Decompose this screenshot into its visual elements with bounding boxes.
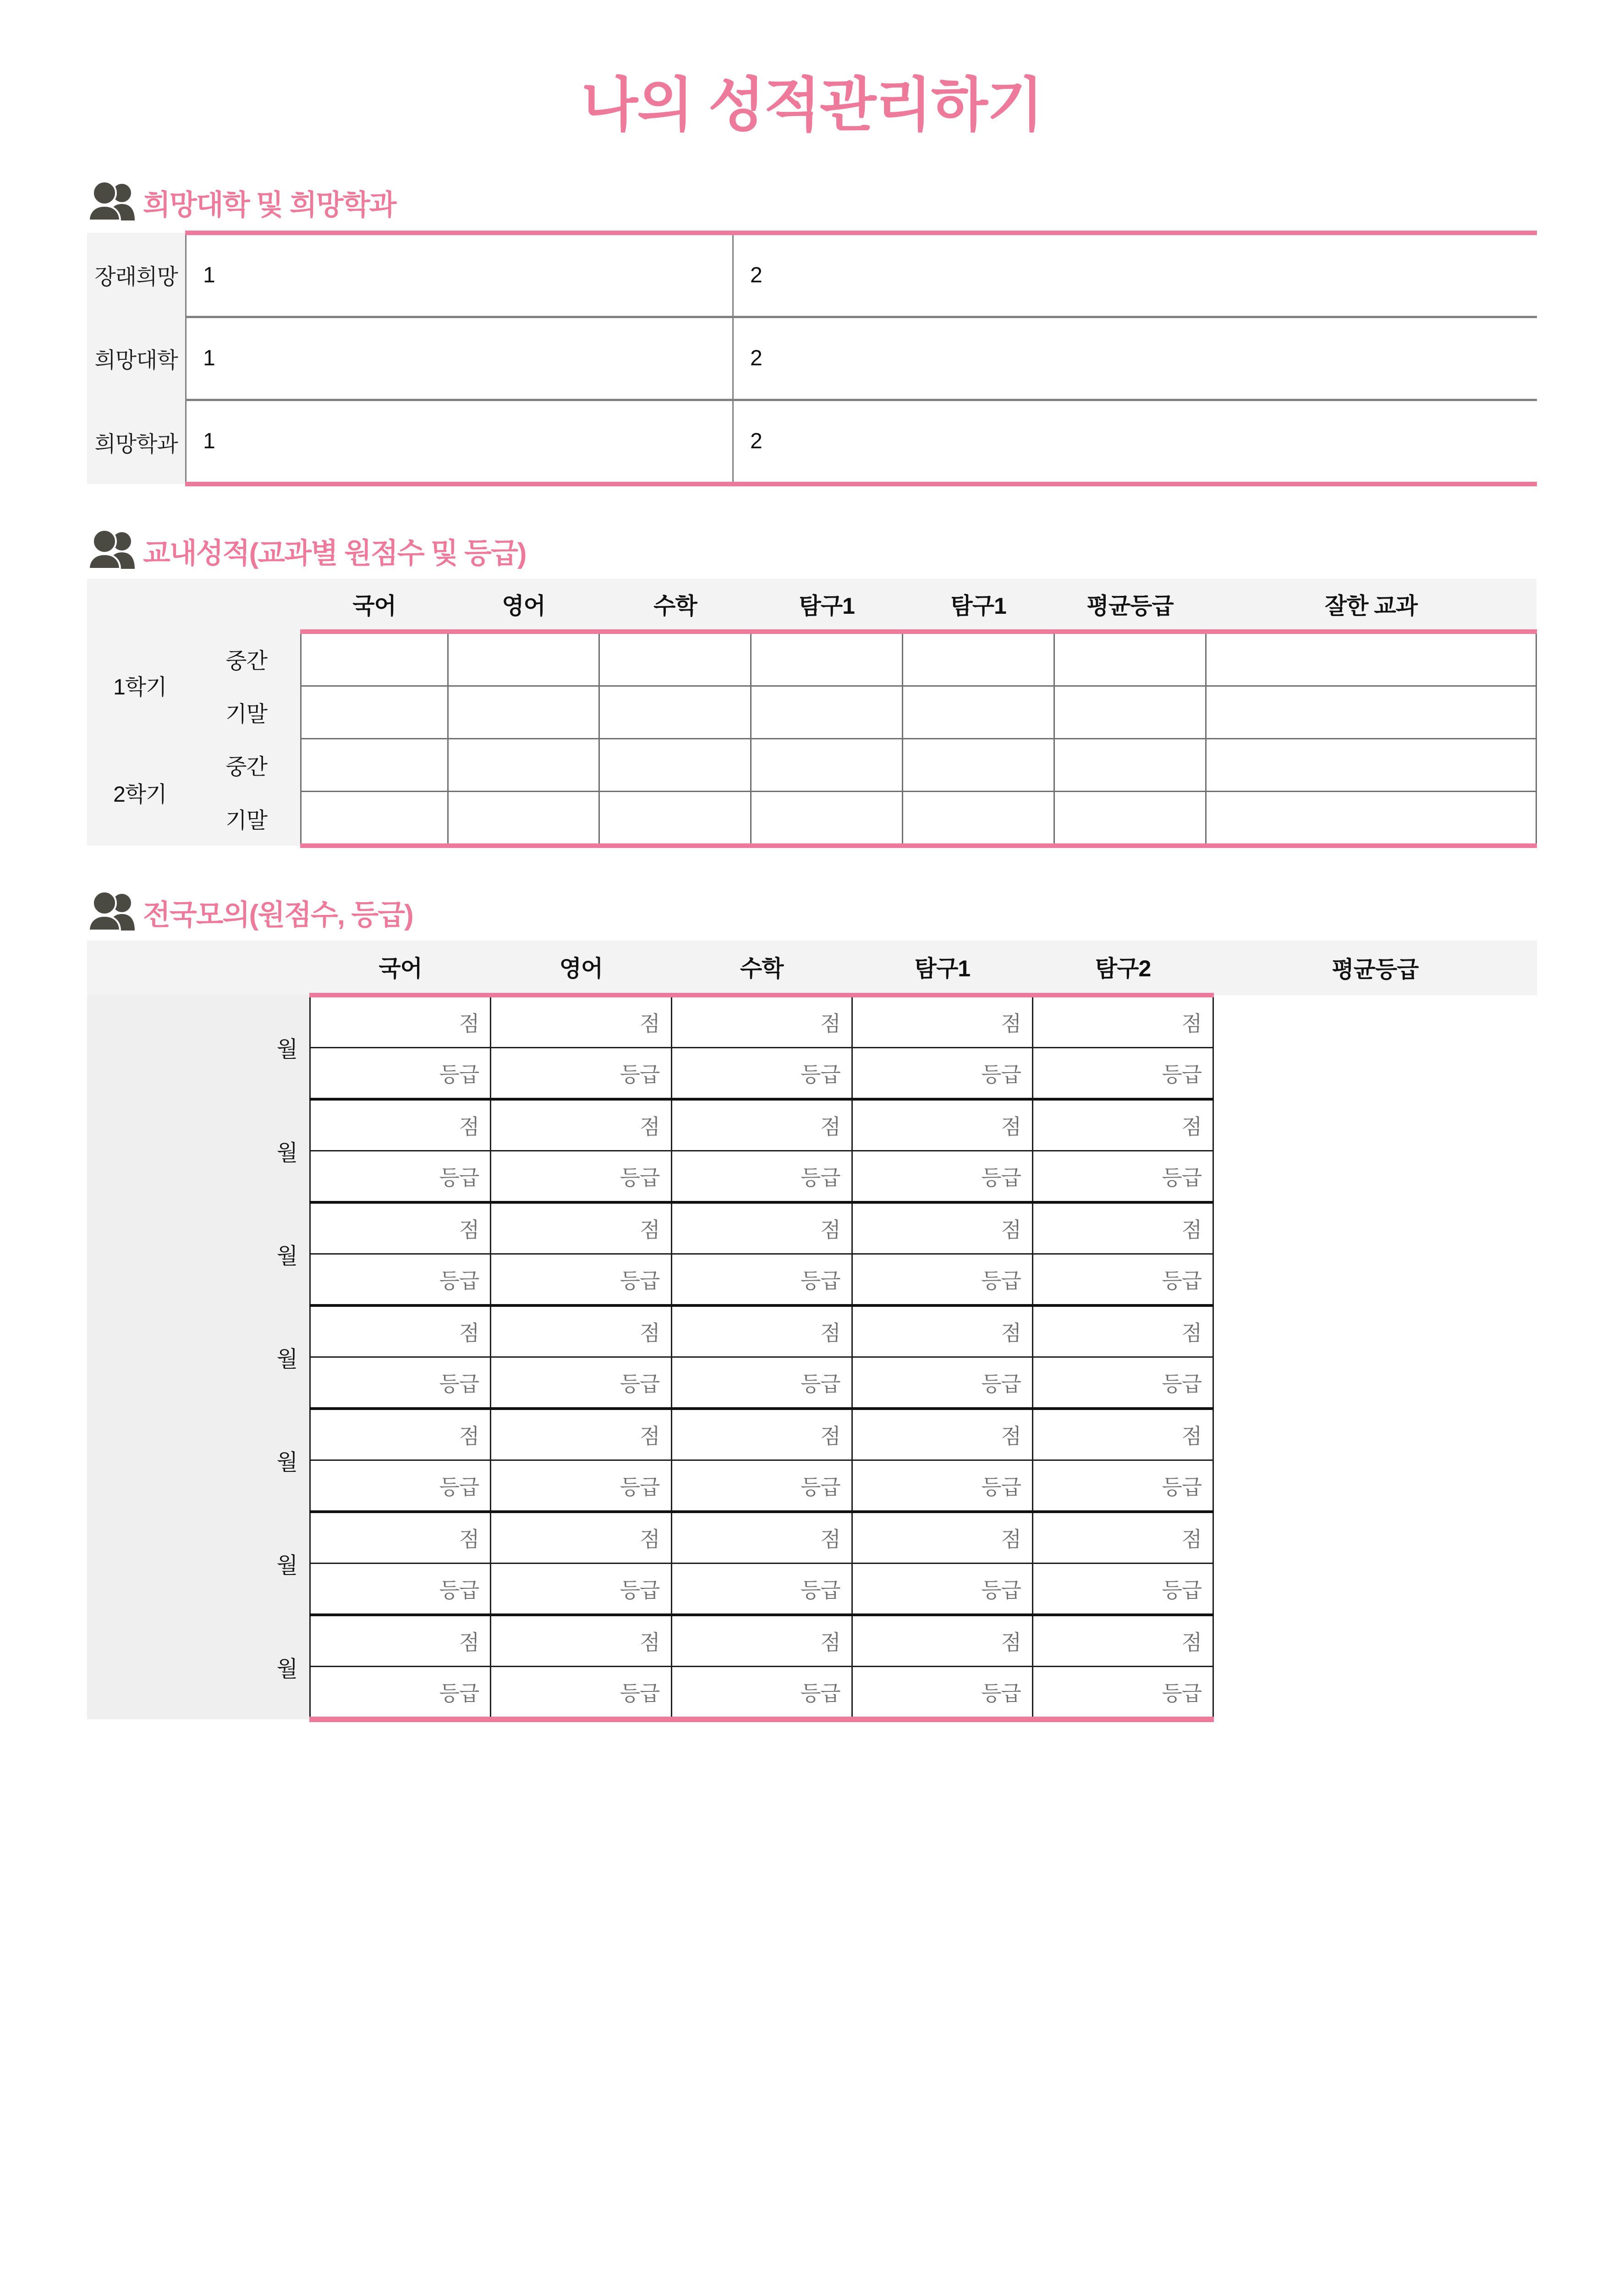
grade-cell[interactable]: 등급 <box>1032 1460 1213 1512</box>
score-cell[interactable]: 점 <box>671 995 852 1048</box>
column-header-korean: 국어 <box>301 579 448 632</box>
column-header-math: 수학 <box>599 579 751 632</box>
table-row <box>87 686 1536 738</box>
section-national-mock <box>87 892 1537 1722</box>
average-grade-cell[interactable] <box>1213 1305 1537 1409</box>
section1-title: 희망대학 및 희망학과 <box>143 189 396 221</box>
grade-cell[interactable]: 등급 <box>671 1151 852 1202</box>
grade-cell[interactable]: 등급 <box>1032 1563 1213 1615</box>
grade-cell[interactable] <box>301 632 448 686</box>
score-cell[interactable]: 점 <box>1032 1615 1213 1667</box>
grade-cell[interactable]: 등급 <box>852 1460 1032 1512</box>
table-row <box>87 632 1536 686</box>
grade-cell[interactable]: 등급 <box>1032 1254 1213 1305</box>
semester-label-2: 2학기 <box>87 738 193 846</box>
grade-cell[interactable] <box>301 686 448 738</box>
column-header-elective-1: 탐구1 <box>852 941 1032 995</box>
grade-cell[interactable] <box>448 632 599 686</box>
grade-cell[interactable] <box>751 632 903 686</box>
score-cell[interactable]: 점 <box>852 1615 1032 1667</box>
grade-cell[interactable] <box>1054 632 1206 686</box>
table-row <box>87 1615 1537 1667</box>
score-cell[interactable]: 점 <box>491 1202 671 1254</box>
grade-cell[interactable]: 등급 <box>1032 1151 1213 1202</box>
grade-cell[interactable]: 등급 <box>491 1357 671 1409</box>
score-cell[interactable]: 점 <box>310 995 491 1048</box>
header-spacer <box>87 941 310 995</box>
table-row <box>87 738 1536 791</box>
column-header-elective-2: 탐구1 <box>903 579 1054 632</box>
hope-university-table <box>87 231 1537 486</box>
grade-cell[interactable]: 등급 <box>671 1047 852 1099</box>
score-cell[interactable]: 점 <box>491 995 671 1048</box>
section2-header <box>87 530 1537 569</box>
score-cell[interactable]: 점 <box>1032 1512 1213 1564</box>
score-cell[interactable]: 점 <box>852 1409 1032 1460</box>
grade-cell[interactable] <box>751 738 903 791</box>
column-header-korean: 국어 <box>310 941 491 995</box>
grade-cell[interactable]: 등급 <box>310 1563 491 1615</box>
average-grade-cell[interactable] <box>1213 995 1537 1099</box>
row-label-future-hope: 장래희망 <box>87 233 186 317</box>
score-cell[interactable]: 점 <box>1032 1409 1213 1460</box>
grade-cell[interactable] <box>1054 686 1206 738</box>
grade-cell[interactable]: 등급 <box>852 1357 1032 1409</box>
future-hope-field-2[interactable]: 2 <box>733 233 1537 317</box>
score-cell[interactable]: 점 <box>491 1099 671 1151</box>
section3-header <box>87 892 1537 931</box>
two-people-icon <box>87 182 137 220</box>
grade-cell[interactable] <box>599 738 751 791</box>
row-label-hope-university: 희망대학 <box>87 317 186 400</box>
grade-cell[interactable] <box>448 738 599 791</box>
two-people-icon <box>87 892 137 931</box>
grade-cell[interactable] <box>1206 738 1536 791</box>
table-row <box>87 233 1537 317</box>
grade-cell[interactable] <box>1206 791 1536 846</box>
exam-label-final-s2: 기말 <box>193 791 301 846</box>
exam-label-midterm-s1: 중간 <box>193 632 301 686</box>
section1-header <box>87 182 1537 220</box>
grade-cell[interactable] <box>903 632 1054 686</box>
score-cell[interactable]: 점 <box>310 1409 491 1460</box>
score-cell[interactable]: 점 <box>1032 1305 1213 1357</box>
score-cell[interactable]: 점 <box>852 1305 1032 1357</box>
score-cell[interactable]: 점 <box>310 1615 491 1667</box>
grade-cell[interactable] <box>903 686 1054 738</box>
grade-cell[interactable] <box>903 738 1054 791</box>
average-grade-cell[interactable] <box>1213 1202 1537 1305</box>
two-people-icon <box>87 530 137 569</box>
score-cell[interactable]: 점 <box>671 1099 852 1151</box>
grade-cell[interactable]: 등급 <box>310 1047 491 1099</box>
exam-label-final-s1: 기말 <box>193 686 301 738</box>
column-header-english: 영어 <box>491 941 671 995</box>
exam-label-midterm-s2: 중간 <box>193 738 301 791</box>
grade-cell[interactable] <box>599 791 751 846</box>
grade-cell[interactable] <box>1054 791 1206 846</box>
table-row <box>87 791 1536 846</box>
score-cell[interactable]: 점 <box>852 995 1032 1048</box>
score-cell[interactable]: 점 <box>491 1512 671 1564</box>
hope-university-field-1[interactable]: 1 <box>186 317 733 400</box>
grade-cell[interactable]: 등급 <box>852 1666 1032 1719</box>
grade-cell[interactable] <box>599 686 751 738</box>
score-cell[interactable]: 점 <box>491 1409 671 1460</box>
national-mock-table <box>87 941 1537 1722</box>
grade-cell[interactable]: 등급 <box>671 1563 852 1615</box>
grade-cell[interactable] <box>1206 686 1536 738</box>
average-grade-cell[interactable] <box>1213 1512 1537 1615</box>
month-label[interactable]: 월 <box>87 1615 310 1719</box>
grade-cell[interactable]: 등급 <box>1032 1047 1213 1099</box>
score-cell[interactable]: 점 <box>852 1099 1032 1151</box>
grade-cell[interactable]: 등급 <box>491 1666 671 1719</box>
month-label[interactable]: 월 <box>87 1099 310 1202</box>
future-hope-field-1[interactable]: 1 <box>186 233 733 317</box>
table-row <box>87 1409 1537 1460</box>
school-grades-table <box>87 579 1537 848</box>
grade-cell[interactable]: 등급 <box>852 1254 1032 1305</box>
hope-university-field-2[interactable]: 2 <box>733 317 1537 400</box>
grade-cell[interactable]: 등급 <box>310 1254 491 1305</box>
section2-title: 교내성적(교과별 원점수 및 등급) <box>143 537 526 569</box>
table-row <box>87 995 1537 1048</box>
month-label[interactable]: 월 <box>87 1202 310 1305</box>
hope-department-field-2[interactable]: 2 <box>733 400 1537 484</box>
score-cell[interactable]: 점 <box>1032 995 1213 1048</box>
column-header-elective-2: 탐구2 <box>1032 941 1213 995</box>
grade-cell[interactable]: 등급 <box>310 1666 491 1719</box>
score-cell[interactable]: 점 <box>671 1409 852 1460</box>
grade-cell[interactable] <box>751 791 903 846</box>
hope-department-field-1[interactable]: 1 <box>186 400 733 484</box>
score-cell[interactable]: 점 <box>852 1202 1032 1254</box>
grade-cell[interactable]: 등급 <box>671 1460 852 1512</box>
score-cell[interactable]: 점 <box>671 1305 852 1357</box>
grade-cell[interactable]: 등급 <box>671 1254 852 1305</box>
column-header-best-subject: 잘한 교과 <box>1206 579 1536 632</box>
score-cell[interactable]: 점 <box>310 1099 491 1151</box>
month-label[interactable]: 월 <box>87 995 310 1099</box>
table-row <box>87 317 1537 400</box>
grade-cell[interactable]: 등급 <box>671 1357 852 1409</box>
grade-cell[interactable] <box>599 632 751 686</box>
table-header-row <box>87 579 1536 632</box>
score-cell[interactable]: 점 <box>310 1305 491 1357</box>
score-cell[interactable]: 점 <box>310 1202 491 1254</box>
score-cell[interactable]: 점 <box>671 1615 852 1667</box>
section-school-grades <box>87 530 1537 848</box>
grade-cell[interactable] <box>301 791 448 846</box>
grade-cell[interactable] <box>448 791 599 846</box>
grade-cell[interactable]: 등급 <box>1032 1357 1213 1409</box>
section3-title: 전국모의(원점수, 등급) <box>143 899 413 931</box>
column-header-average-grade: 평균등급 <box>1213 941 1537 995</box>
table-row <box>87 1099 1537 1151</box>
average-grade-cell[interactable] <box>1213 1099 1537 1202</box>
score-cell[interactable]: 점 <box>852 1512 1032 1564</box>
column-header-english: 영어 <box>448 579 599 632</box>
header-spacer <box>87 579 301 632</box>
section-hope-university <box>87 182 1537 486</box>
grade-cell[interactable]: 등급 <box>852 1151 1032 1202</box>
grade-cell[interactable]: 등급 <box>491 1047 671 1099</box>
grade-cell[interactable]: 등급 <box>310 1357 491 1409</box>
grade-cell[interactable] <box>903 791 1054 846</box>
score-cell[interactable]: 점 <box>1032 1202 1213 1254</box>
grade-cell[interactable] <box>448 686 599 738</box>
grade-cell[interactable] <box>1206 632 1536 686</box>
average-grade-cell[interactable] <box>1213 1409 1537 1512</box>
month-label[interactable]: 월 <box>87 1305 310 1409</box>
grade-cell[interactable]: 등급 <box>310 1460 491 1512</box>
grade-cell[interactable]: 등급 <box>491 1151 671 1202</box>
table-header-row <box>87 941 1537 995</box>
grade-cell[interactable] <box>301 738 448 791</box>
page-title: 나의 성적관리하기 <box>581 72 1043 138</box>
semester-label-1: 1학기 <box>87 632 193 739</box>
grade-cell[interactable] <box>751 686 903 738</box>
score-cell[interactable]: 점 <box>671 1512 852 1564</box>
score-cell[interactable]: 점 <box>491 1615 671 1667</box>
grade-cell[interactable]: 등급 <box>310 1151 491 1202</box>
grade-cell[interactable] <box>1054 738 1206 791</box>
row-label-hope-department: 희망학과 <box>87 400 186 484</box>
month-label[interactable]: 월 <box>87 1512 310 1615</box>
grade-cell[interactable]: 등급 <box>852 1563 1032 1615</box>
grade-cell[interactable]: 등급 <box>1032 1666 1213 1719</box>
grade-cell[interactable]: 등급 <box>491 1563 671 1615</box>
grade-cell[interactable]: 등급 <box>491 1254 671 1305</box>
column-header-elective-1: 탐구1 <box>751 579 903 632</box>
table-row <box>87 400 1537 484</box>
column-header-average-grade: 평균등급 <box>1054 579 1206 632</box>
month-label[interactable]: 월 <box>87 1409 310 1512</box>
table-row <box>87 1512 1537 1564</box>
score-cell[interactable]: 점 <box>491 1305 671 1357</box>
score-cell[interactable]: 점 <box>671 1202 852 1254</box>
table-row <box>87 1305 1537 1357</box>
grade-cell[interactable]: 등급 <box>852 1047 1032 1099</box>
grade-cell[interactable]: 등급 <box>491 1460 671 1512</box>
column-header-math: 수학 <box>671 941 852 995</box>
average-grade-cell[interactable] <box>1213 1615 1537 1719</box>
score-cell[interactable]: 점 <box>1032 1099 1213 1151</box>
table-row <box>87 1202 1537 1254</box>
score-cell[interactable]: 점 <box>310 1512 491 1564</box>
grade-cell[interactable]: 등급 <box>671 1666 852 1719</box>
